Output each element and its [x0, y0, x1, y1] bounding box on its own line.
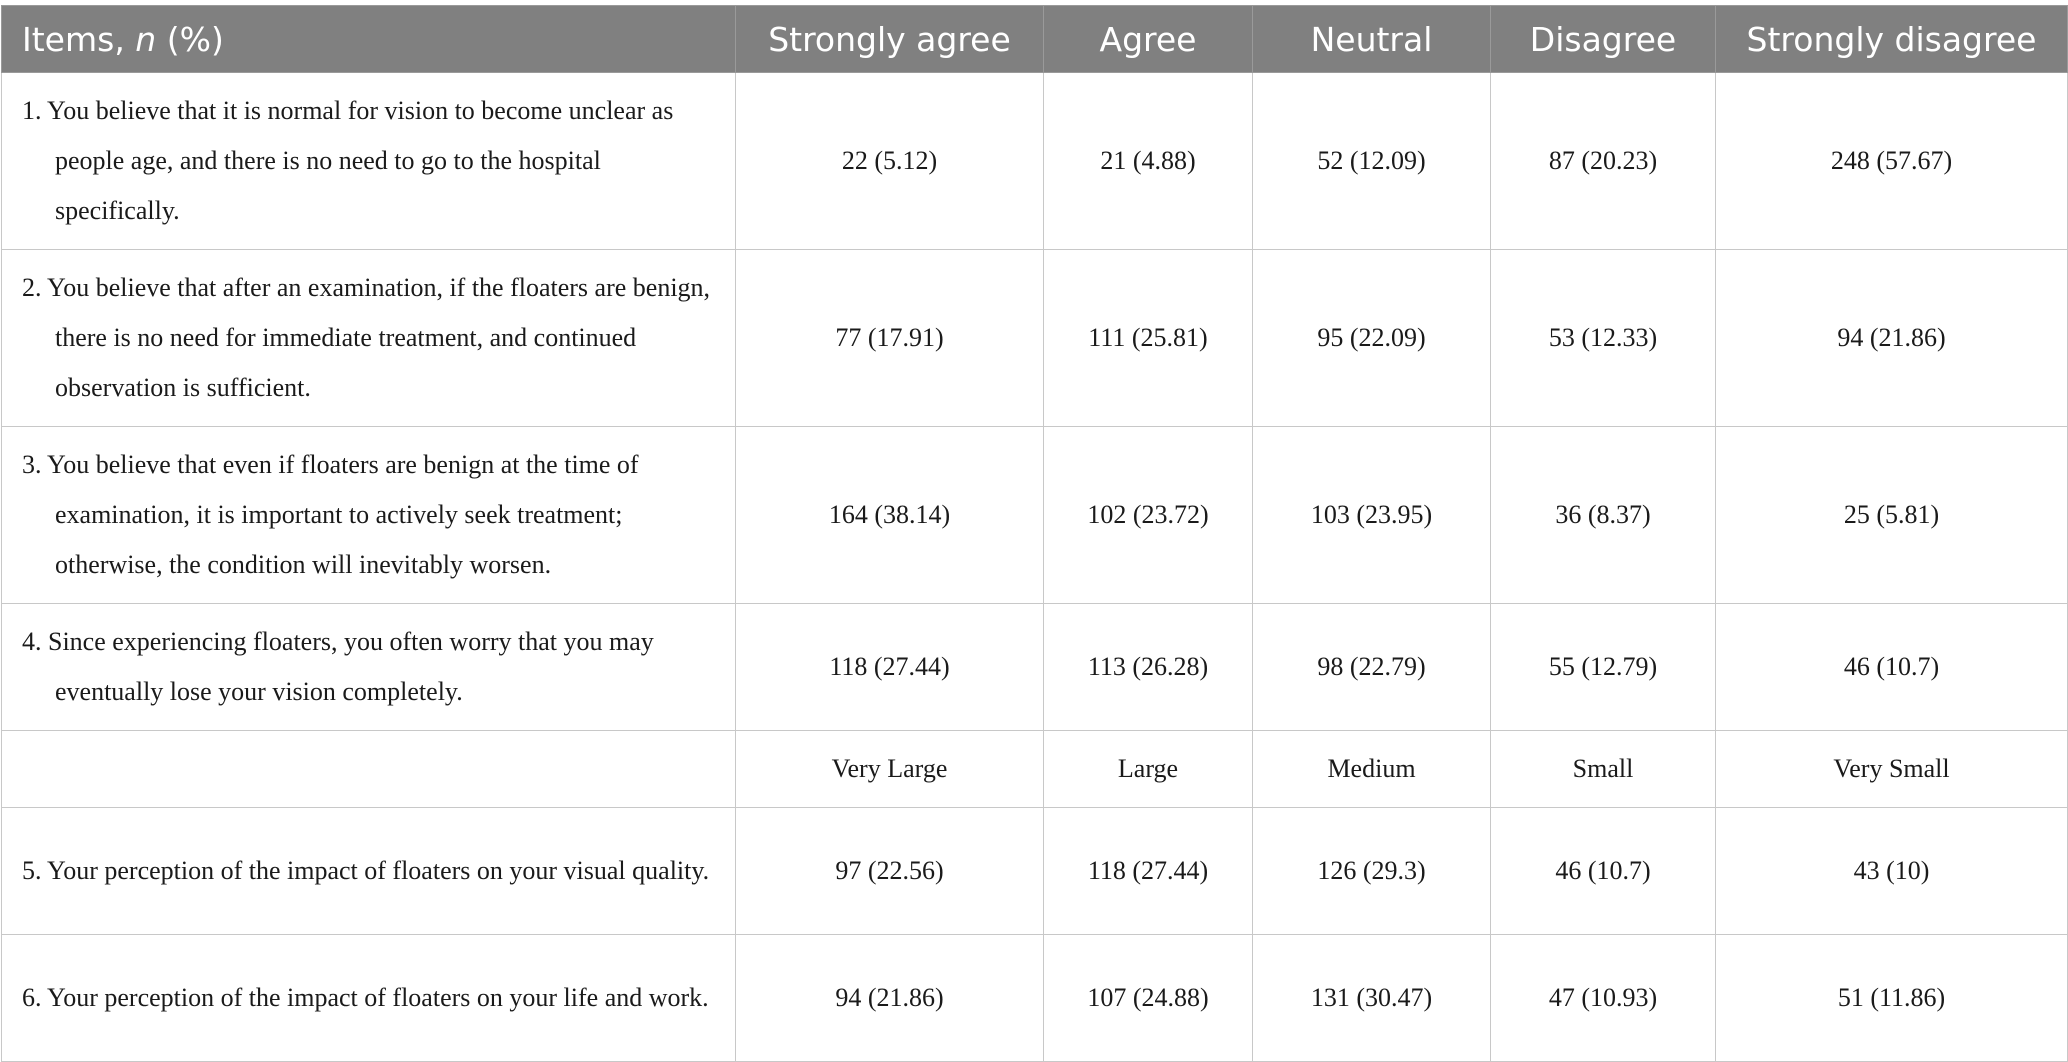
- value-cell: 47 (10.93): [1491, 935, 1716, 1062]
- subheader-very-large: Very Large: [736, 731, 1044, 808]
- subheader-item-cell: [2, 731, 736, 808]
- item-cell: [2, 808, 736, 935]
- value-cell: 22 (5.12): [736, 73, 1044, 250]
- value-cell: 94 (21.86): [1716, 250, 2068, 427]
- value-cell: 52 (12.09): [1253, 73, 1491, 250]
- survey-table: [1, 5, 2068, 1062]
- subheader-row: [2, 731, 2068, 808]
- subheader-small: Small: [1491, 731, 1716, 808]
- value-cell: 36 (8.37): [1491, 427, 1716, 604]
- value-cell: 248 (57.67): [1716, 73, 2068, 250]
- value-cell: 21 (4.88): [1044, 73, 1253, 250]
- value-cell: 98 (22.79): [1253, 604, 1491, 731]
- item-text: 2. You believe that after an examination, if the floaters are benign, there is no need for immediate treatment, and continued observation is sufficient.: [22, 273, 711, 402]
- value-cell: 25 (5.81): [1716, 427, 2068, 604]
- value-cell: 103 (23.95): [1253, 427, 1491, 604]
- table-row: [2, 427, 2068, 604]
- value-cell: 97 (22.56): [736, 808, 1044, 935]
- value-cell: 113 (26.28): [1044, 604, 1253, 731]
- value-cell: 94 (21.86): [736, 935, 1044, 1062]
- item-text: 3. You believe that even if floaters are benign at the time of examination, it is important to actively seek treatment; otherwise, the condition will inevitably worsen.: [22, 450, 639, 579]
- subheader-medium: Medium: [1253, 731, 1491, 808]
- value-cell: 164 (38.14): [736, 427, 1044, 604]
- subheader-large: Large: [1044, 731, 1253, 808]
- value-cell: 51 (11.86): [1716, 935, 2068, 1062]
- value-cell: 95 (22.09): [1253, 250, 1491, 427]
- value-cell: 118 (27.44): [736, 604, 1044, 731]
- column-header-strongly-disagree: Strongly disagree: [1716, 6, 2068, 73]
- value-cell: 77 (17.91): [736, 250, 1044, 427]
- table-row: [2, 250, 2068, 427]
- table-row: [2, 935, 2068, 1062]
- value-cell: 102 (23.72): [1044, 427, 1253, 604]
- item-cell: [2, 73, 736, 250]
- items-label-prefix: Items,: [22, 19, 136, 59]
- subheader-very-small: Very Small: [1716, 731, 2068, 808]
- item-cell: [2, 250, 736, 427]
- value-cell: 43 (10): [1716, 808, 2068, 935]
- value-cell: 87 (20.23): [1491, 73, 1716, 250]
- items-label-suffix: (%): [156, 19, 224, 59]
- item-text: 5. Your perception of the impact of floaters on your visual quality.: [22, 856, 710, 885]
- value-cell: 55 (12.79): [1491, 604, 1716, 731]
- items-column-header: [2, 6, 736, 73]
- table-row: [2, 808, 2068, 935]
- column-header-neutral: Neutral: [1253, 6, 1491, 73]
- item-cell: [2, 935, 736, 1062]
- table-header-row: [2, 6, 2068, 73]
- value-cell: 46 (10.7): [1716, 604, 2068, 731]
- column-header-agree: Agree: [1044, 6, 1253, 73]
- value-cell: 46 (10.7): [1491, 808, 1716, 935]
- item-text: 6. Your perception of the impact of floaters on your life and work.: [22, 983, 709, 1012]
- item-text: 1. You believe that it is normal for vision to become unclear as people age, and there is no need to go to the hospital specifically.: [22, 96, 674, 225]
- table-row: [2, 604, 2068, 731]
- item-text: 4. Since experiencing floaters, you often worry that you may eventually lose your vision completely.: [22, 627, 654, 706]
- value-cell: 53 (12.33): [1491, 250, 1716, 427]
- item-cell: [2, 604, 736, 731]
- value-cell: 126 (29.3): [1253, 808, 1491, 935]
- value-cell: 118 (27.44): [1044, 808, 1253, 935]
- items-label-n: n: [135, 19, 157, 59]
- column-header-strongly-agree: Strongly agree: [736, 6, 1044, 73]
- item-cell: [2, 427, 736, 604]
- column-header-disagree: Disagree: [1491, 6, 1716, 73]
- value-cell: 111 (25.81): [1044, 250, 1253, 427]
- value-cell: 131 (30.47): [1253, 935, 1491, 1062]
- value-cell: 107 (24.88): [1044, 935, 1253, 1062]
- table-row: [2, 73, 2068, 250]
